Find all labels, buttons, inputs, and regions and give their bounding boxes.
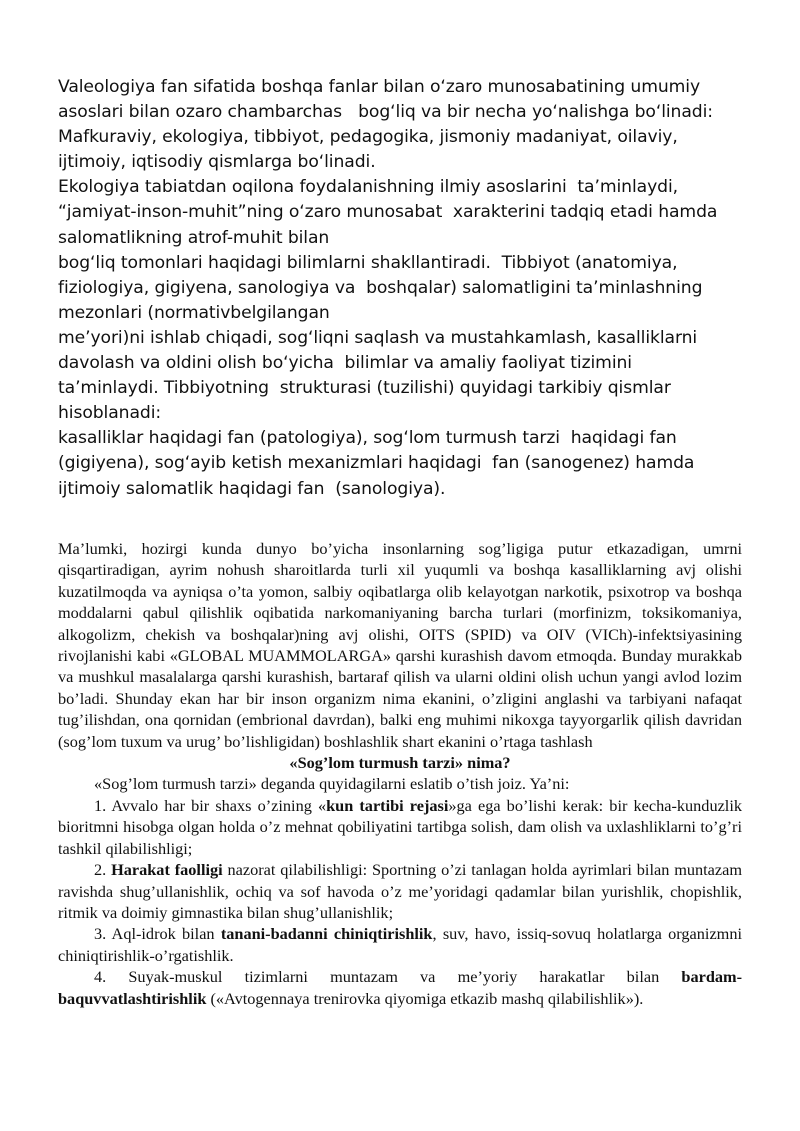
text-line: Ekologiya tabiatdan oqilona foydalanishning ilmiy asoslarini ta’minlaydi,: [58, 177, 678, 198]
item-keyword: kun tartibi rejasi: [326, 795, 449, 815]
list-item: [58, 923, 742, 966]
text-line: kasalliklar haqidagi fan (patologiya), sog‘lom turmush tarzi haqidagi fan: [58, 428, 677, 449]
text-line: davolash va oldini olish bo‘yicha bilimlar va amaliy faoliyat tizimini: [58, 353, 632, 374]
item-keyword: bardam-baquvvatlashtirishlik: [58, 967, 742, 1008]
text-line: hisoblanadi:: [58, 403, 162, 424]
list-item: [58, 795, 742, 859]
item-text: 3. Aql-idrok bilan: [94, 924, 221, 944]
text-line: ijtimoiy salomatlik haqidagi fan (sanologiya).: [58, 478, 446, 499]
text-line: Valeologiya fan sifatida boshqa fanlar bilan o‘zaro munosabatining umumiy: [58, 77, 701, 97]
item-keyword: Harakat faolligi: [111, 860, 223, 880]
list-item: [58, 966, 742, 1009]
intro-paragraph: Ma’lumki, hozirgi kunda dunyo bo’yicha insonlarning sog’ligiga putur etkazadigan, umrni qisqartiradigan, ayrim nohush sharoitlarda turli xil yuqumli va boshqa kasalliklarning avj olishi kuzatilmoqda va ayniqsa o’ta yomon, salbiy oqibatlarga olib kelayotgan narkotik, psixotrop va boshqa moddalarni qabul qilishlik oqibatida narkomaniyaning barcha turlari (morfinizm, toksikomaniya, alkogolizm, chekish va boshqalar)ning avj olishi, OITS (SPID) va OIV (VICh)-infektsiyasining rivojlanishi kabi «GLOBAL MUAMMOLARGA» qarshi kurashish davom etmoqda. Bunday murakkab va mushkul masalalarga qarshi kurashish, bartaraf qilish va ularni oldini olish uchun yangi avlod lozim bo’ladi. Shunday ekan har bir inson organizm nima ekanini, o’zligini anglashi va tarbiyani nafaqat tug’ilishdan, ona qornidan (embrional davrdan), balki eng muhimi nikoxga tayyorgarlik qilish davridan (sog’lom tuxum va urug’ bo’lishligidan) boshlashlik shart ekanini o’rtaga tashlash: [58, 539, 742, 751]
item-text: , suv, havo, issiq-sovuq holatlarga organizmni chiniqtirishlik-o’rgatishlik.: [58, 924, 742, 965]
lead-paragraph: «Sog’lom turmush tarzi» deganda quyidagilarni eslatib o’tish joiz. Ya’ni:: [94, 774, 570, 794]
text-line: (gigiyena), sog‘ayib ketish mexanizmlari haqidagi fan (sanogenez) hamda: [58, 453, 695, 474]
item-text: 1. Avvalo har bir shaxs o’zining «: [94, 795, 327, 815]
text-line: “jamiyat-inson-muhit”ning o‘zaro munosabat xarakterini tadqiq etadi hamda: [58, 202, 718, 223]
healthy-lifestyle-section: [58, 538, 742, 1009]
text-line: ta’minlaydi. Tibbiyotning strukturasi (tuzilishi) quyidagi tarkibiy qismlar: [58, 378, 671, 399]
text-line: fiziologiya, gigiyena, sanologiya va boshqalar) salomatligini ta’minlashning: [58, 277, 703, 298]
item-text: 4. Suyak-muskul tizimlarni muntazam va me’yoriy harakatlar bilan: [94, 967, 682, 987]
text-line: salomatlikning atrof-muhit bilan: [58, 227, 330, 248]
item-text: »ga ega bo’lishi kerak: bir kecha-kunduzlik bioritmni hisobga olgan holda o’z mehnat qobiliyatini tartibga solish, dam olish va uxlashliklarni to’g’ri tashkil qilabilishligi;: [58, 795, 742, 858]
item-text: («Avtogennaya trenirovka qiyomiga etkazib mashq qilabilishlik»).: [206, 988, 644, 1008]
item-text: nazorat qilabilishligi: Sportning o’zi tanlagan holda ayrimlari bilan muntazam ravishda shug’ullanishlik, ochiq va sof havoda o’z me’yoridagi qadamlar bilan yurishlik, chopishlik, ritmik va doimiy gimnastika bilan shug’ullanishlik;: [58, 860, 743, 922]
item-text: 2.: [94, 860, 112, 880]
text-line: me’yori)ni ishlab chiqadi, sog‘liqni saqlash va mustahkamlash, kasalliklarni: [58, 327, 698, 348]
text-line: mezonlari (normativbelgilangan: [58, 302, 330, 323]
text-line: Mafkuraviy, ekologiya, tibbiyot, pedagogika, jismoniy madaniyat, oilaviy,: [58, 127, 678, 148]
valeology-section: [58, 75, 748, 502]
text-line: asoslari bilan ozaro chambarchas bog‘liq va bir necha yo‘nalishga bo‘linadi:: [58, 102, 713, 123]
text-line: bog‘liq tomonlari haqidagi bilimlarni shakllantiradi. Tibbiyot (anatomiya,: [58, 252, 678, 273]
section-heading: «Sog’lom turmush tarzi» nima?: [289, 753, 511, 773]
item-keyword: tanani-badanni chiniqtirishlik: [220, 924, 433, 944]
list-item: [58, 859, 742, 923]
text-line: ijtimoiy, iqtisodiy qismlarga bo‘linadi.: [58, 152, 376, 173]
